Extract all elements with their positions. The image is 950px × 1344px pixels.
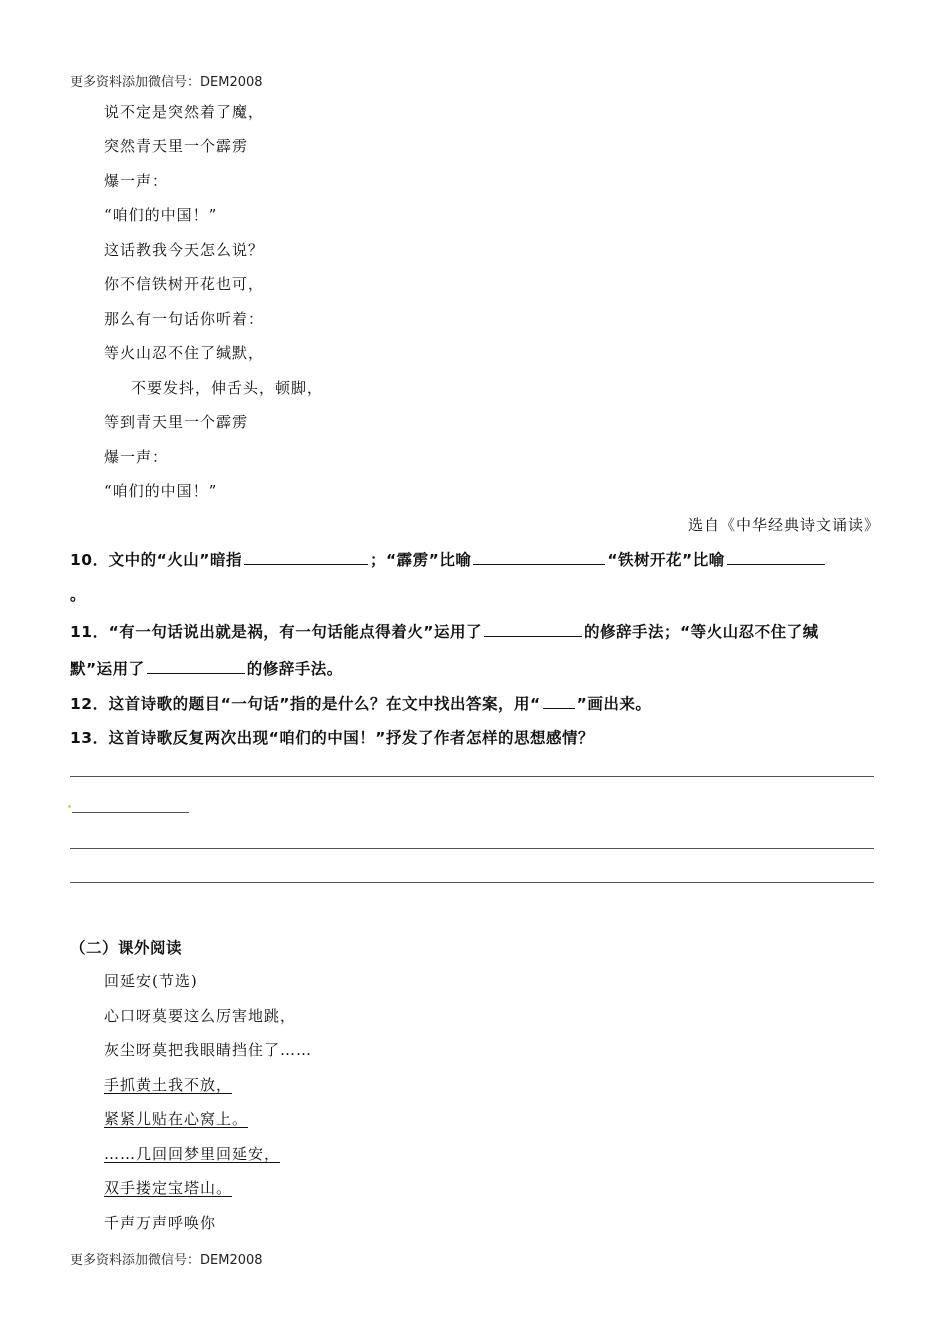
poem-line: 等火山忍不住了缄默， [104,344,265,362]
answer-line[interactable] [72,812,189,813]
answer-line[interactable] [70,776,874,777]
answer-line[interactable] [70,882,874,883]
poem-line: 心口呀莫要这么厉害地跳， [104,1007,297,1025]
poem-line-underlined: 双手搂定宝塔山。 [104,1179,233,1197]
dot-mark [68,805,71,808]
poem-line-underlined: ……几回回梦里回延安， [104,1145,281,1163]
poem-title: 回延安(节选) [104,972,198,990]
poem-line: 你不信铁树开花也可， [104,275,265,293]
poem-line: 不要发抖，伸舌头，顿脚， [131,379,324,397]
poem-line: 爆一声： [104,172,169,190]
answer-blank[interactable] [727,550,825,565]
underline-sample [543,694,575,709]
question-11: 11．“有一句话说出就是祸，有一句话能点得着火”运用了 的修辞手法；“等火山忍不住了缄 [70,623,819,641]
answer-blank[interactable] [484,622,582,637]
poem-line: 突然青天里一个霹雳 [104,137,249,155]
poem-line: 千声万声呼唤你 [104,1214,217,1232]
question-11-cont: 默”运用了 的修辞手法。 [70,660,343,678]
poem-line: 灰尘呀莫把我眼睛挡住了…… [104,1041,313,1059]
question-10-end: 。 [70,586,87,604]
source-citation: 选自《中华经典诗文诵读》 [687,516,880,534]
poem-line-underlined: 手抓黄土我不放， [104,1076,233,1094]
poem-line: 这话教我今天怎么说？ [104,241,265,259]
answer-line[interactable] [70,848,874,849]
footer-watermark: 更多资料添加微信号：DEM2008 [70,1253,263,1268]
header-watermark: 更多资料添加微信号：DEM2008 [70,75,263,90]
answer-blank[interactable] [473,550,605,565]
poem-line: “咱们的中国！” [104,206,218,224]
answer-blank[interactable] [147,659,245,674]
answer-blank[interactable] [244,550,368,565]
poem-line: 说不定是突然着了魔， [104,103,265,121]
poem-line: 爆一声： [104,448,169,466]
poem-line-underlined: 紧紧儿贴在心窝上。 [104,1110,249,1128]
question-12: 12．这首诗歌的题目“一句话”指的是什么？在文中找出答案，用“ ”画出来。 [70,695,652,713]
poem-line: 那么有一句话你听着： [104,310,265,328]
poem-line: 等到青天里一个霹雳 [104,413,249,431]
poem-line: “咱们的中国！” [104,482,218,500]
section-title: （二）课外阅读 [70,939,183,957]
question-10: 10．文中的“火山”暗指 ；“霹雳”比喻 “铁树开花”比喻 [70,548,827,570]
question-13: 13．这首诗歌反复两次出现“咱们的中国！”抒发了作者怎样的思想感情？ [70,729,594,747]
